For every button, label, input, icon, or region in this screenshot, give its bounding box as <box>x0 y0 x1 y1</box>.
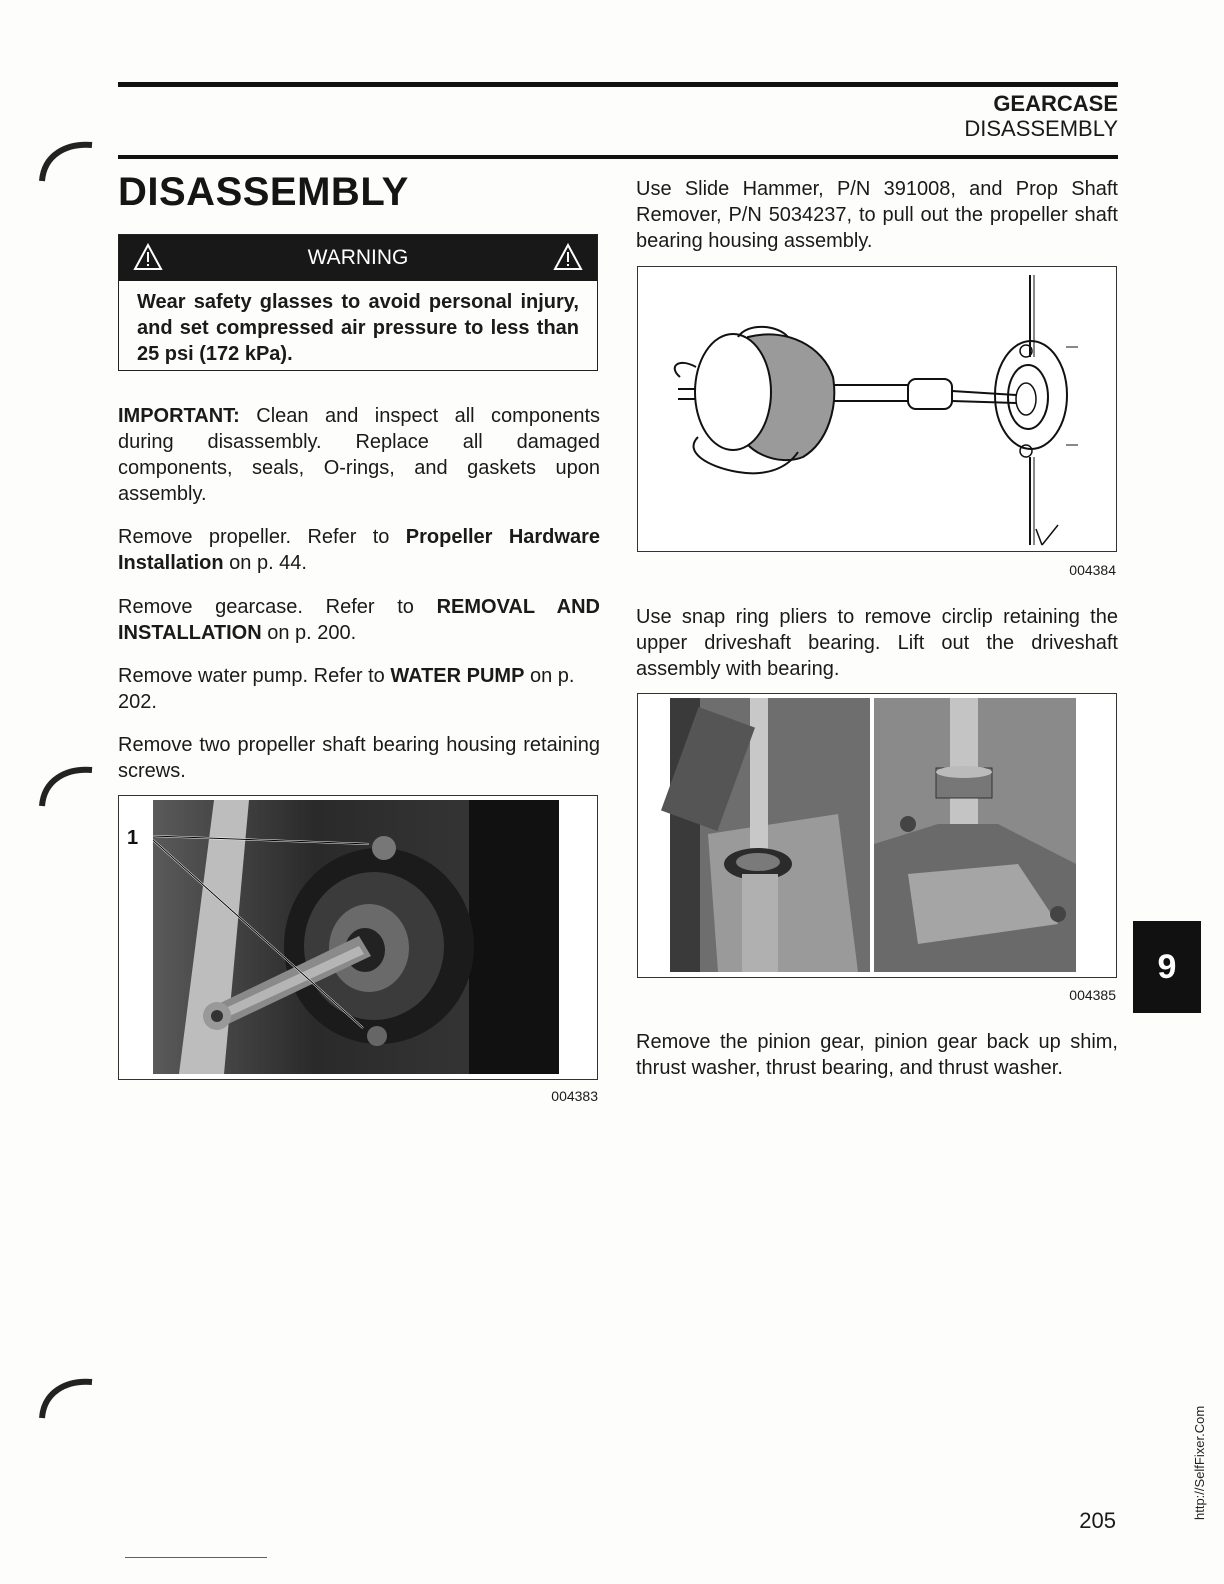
binder-mark <box>36 760 96 810</box>
figure-id: 004385 <box>1069 987 1116 1003</box>
page-reference: on p. 200. <box>267 622 357 644</box>
header-section: GEARCASE <box>993 91 1118 116</box>
page-reference: on p. 44. <box>229 552 307 574</box>
figure-driveshaft-removal <box>637 693 1117 978</box>
figure-id: 004384 <box>1069 562 1116 578</box>
bottom-link-underline <box>125 1557 267 1558</box>
header-bottom-rule <box>118 155 1118 159</box>
step-remove-circlip: Use snap ring pliers to remove circlip retaining the upper driveshaft bearing. Lift out the driveshaft assembly with bearing. <box>636 606 1118 680</box>
page-title: DISASSEMBLY <box>118 170 409 214</box>
top-rule <box>118 82 1118 87</box>
warning-bar <box>119 235 597 281</box>
cross-reference: Propeller Hardware Installation <box>118 526 600 574</box>
running-header <box>964 91 1118 141</box>
figure-bearing-housing-screws <box>118 795 598 1080</box>
chapter-tab: 9 <box>1133 921 1201 1013</box>
watermark: http://SelfFixer.Com <box>1192 1405 1207 1520</box>
step-remove-screws: Remove two propeller shaft bearing housing retaining screws. <box>118 734 600 782</box>
important-label: IMPORTANT: <box>118 405 240 427</box>
gearcase-photo <box>119 796 597 1079</box>
step-remove-water-pump <box>118 663 600 715</box>
slide-hammer-illustration <box>638 267 1116 551</box>
page-number: 205 <box>1079 1508 1116 1533</box>
step-remove-propeller <box>118 524 600 576</box>
cross-reference: REMOVAL AND INSTALLATION <box>118 596 600 644</box>
warning-text: Wear safety glasses to avoid personal injury, and set compressed air pressure to less than 25 psi (172 kPa). <box>137 291 579 365</box>
binder-mark <box>36 1372 96 1422</box>
cross-reference: WATER PUMP <box>390 665 525 687</box>
step-slide-hammer: Use Slide Hammer, P/N 391008, and Prop Shaft Remover, P/N 5034237, to pull out the propeller shaft bearing housing assembly. <box>636 178 1118 252</box>
step-remove-gearcase <box>118 594 600 646</box>
step-text: Remove propeller. Refer to <box>118 526 390 548</box>
step-text: Remove gearcase. Refer to <box>118 596 414 618</box>
figure-slide-hammer <box>637 266 1117 552</box>
header-subsection: DISASSEMBLY <box>964 116 1118 141</box>
page-reference: on p. 202. <box>118 665 575 713</box>
important-text: Clean and inspect all components during disassembly. Replace all damaged components, seals, O-rings, and gaskets upon assembly. <box>118 405 601 505</box>
figure-callout: 1 <box>127 827 139 849</box>
step-text: Remove water pump. Refer to <box>118 665 385 687</box>
warning-icon <box>553 243 583 271</box>
step-remove-pinion: Remove the pinion gear, pinion gear back up shim, thrust washer, thrust bearing, and thrust washer. <box>636 1031 1118 1079</box>
figure-id: 004383 <box>551 1088 598 1104</box>
warning-label: WARNING <box>307 246 409 269</box>
driveshaft-photos <box>638 694 1116 977</box>
important-note <box>118 403 600 507</box>
binder-mark <box>36 135 96 185</box>
warning-box <box>118 234 598 371</box>
